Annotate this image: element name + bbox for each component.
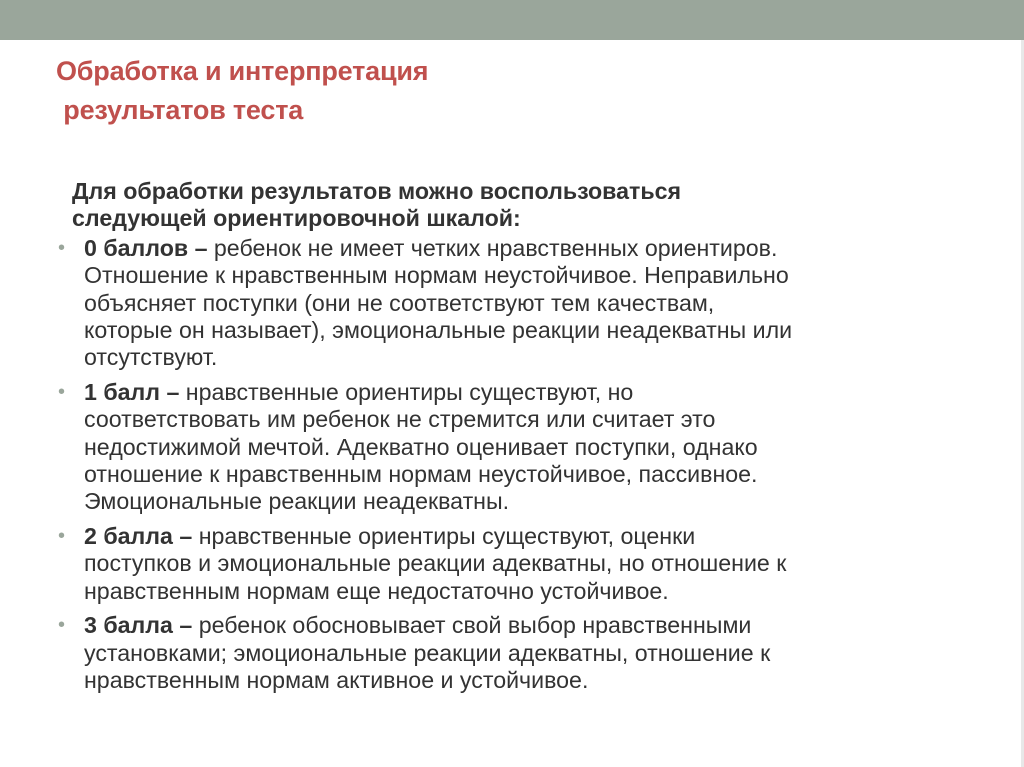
item-line: нравственным нормам активное и устойчивое. [84,666,589,693]
item-line [84,235,998,262]
bullet-icon: • [58,380,66,403]
item-line: отношение к нравственным нормам неустойчивое, пассивное. [84,461,758,488]
slide-body [58,178,998,701]
slide-title-line: Обработка и интерпретация [56,56,429,86]
bullet-icon: • [58,236,66,259]
score-item-3 [58,612,998,694]
score-scale-list [58,235,998,695]
item-line: нравственным нормам еще недостаточно устойчивое. [84,577,669,604]
slide-title [56,52,428,130]
intro-line: Для обработки результатов можно воспользоваться [72,178,682,204]
bullet-icon: • [58,524,66,547]
item-line: недостижимой мечтой. Адекватно оценивает поступки, однако [84,433,758,460]
item-text: ребенок не имеет четких нравственных ориентиров. [207,234,778,261]
top-decorative-bar [0,0,1024,40]
item-line: Отношение к нравственным нормам неустойчивое. Неправильно [84,262,789,289]
intro-line: следующей ориентировочной шкалой: [72,205,521,232]
score-item-2 [58,523,998,605]
item-line: поступков и эмоциональные реакции адекватны, но отношение к [84,550,787,577]
item-line: соответствовать им ребенок не стремится или считает это [84,406,716,433]
score-label: 1 балл – [84,378,180,405]
item-line: установками; эмоциональные реакции адекватны, отношение к [84,639,771,666]
score-label: 0 баллов – [84,234,208,261]
item-line: отсутствуют. [84,344,218,371]
item-text: нравственные ориентиры существуют, оценки [192,522,696,549]
item-text: нравственные ориентиры существуют, но [179,378,634,405]
item-text: ребенок обосновывает свой выбор нравственными [192,612,752,639]
bullet-icon: • [58,614,66,637]
score-label: 2 балла – [84,522,193,549]
score-label: 3 балла – [84,612,193,639]
item-line: Эмоциональные реакции неадекватны. [84,488,510,515]
item-line: которые он называет), эмоциональные реакции неадекватны или [84,317,793,344]
item-line [84,612,998,639]
item-line [84,523,998,550]
score-item-1 [58,379,998,516]
score-item-0 [58,235,998,372]
item-line: объясняет поступки (они не соответствуют тем качествам, [84,289,715,316]
slide-title-line: результатов теста [56,95,304,125]
intro-paragraph [72,178,998,233]
item-line [84,379,998,406]
